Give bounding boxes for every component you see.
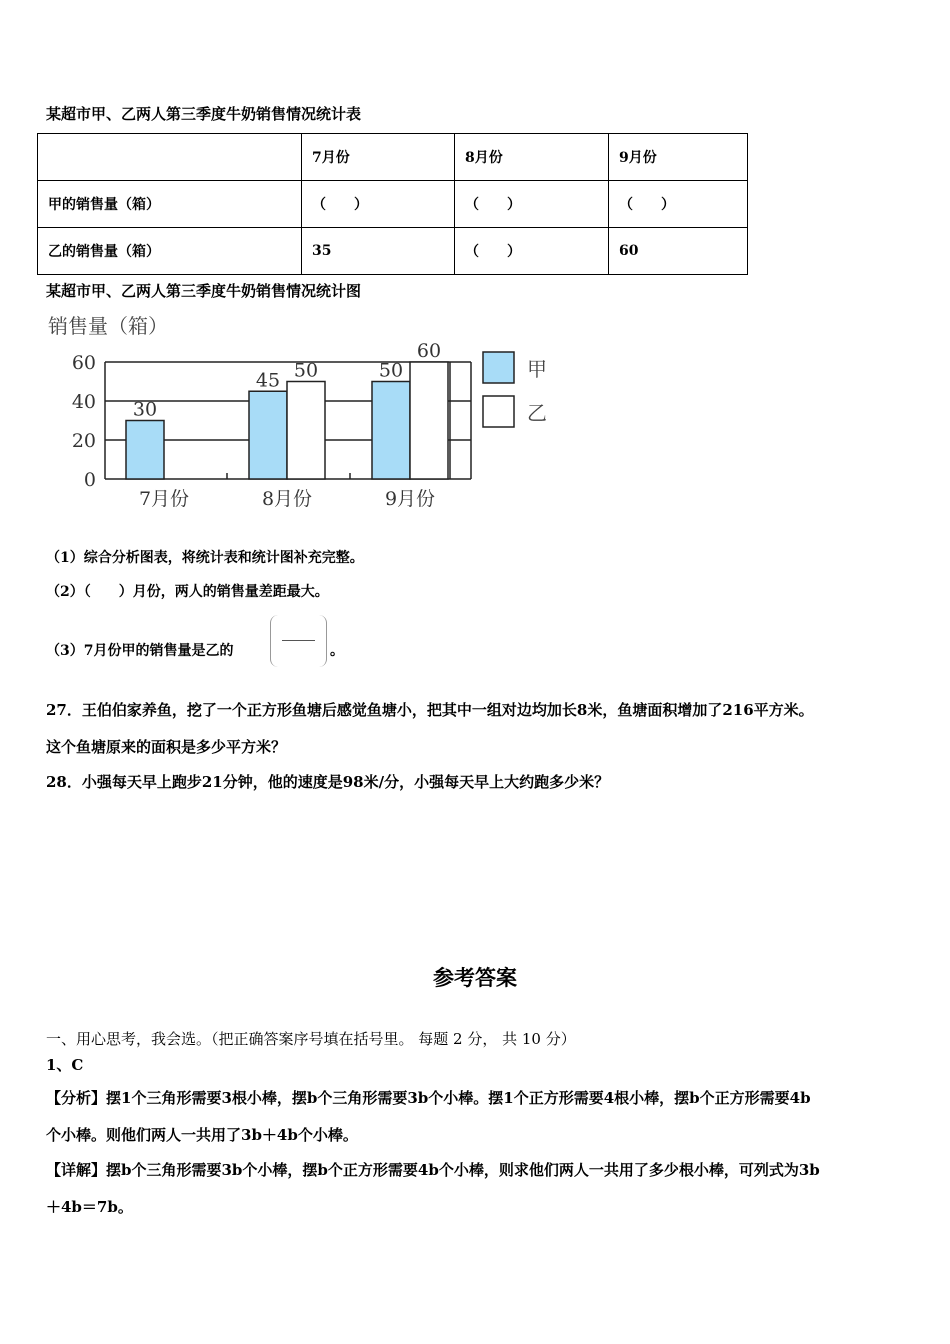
row-label: 甲的销售量（箱） (38, 181, 302, 228)
y-tick-label: 0 (83, 469, 96, 491)
table-title: 某超市甲、乙两人第三季度牛奶销售情况统计表 (46, 105, 362, 123)
bar (410, 362, 448, 479)
bar-chart (40, 307, 600, 512)
sales-table (37, 133, 748, 275)
y-tick-label: 20 (71, 430, 96, 452)
legend-label: 甲 (527, 357, 547, 381)
table-cell: （ ） (302, 181, 455, 228)
bar (249, 391, 287, 479)
table-cell: （ ） (609, 181, 748, 228)
bar (287, 382, 325, 480)
table-cell: （ ） (455, 228, 609, 275)
chart-title: 某超市甲、乙两人第三季度牛奶销售情况统计图 (46, 282, 362, 300)
data-label: 50 (293, 359, 319, 382)
y-tick-label: 40 (71, 391, 96, 413)
question-28: 28．小强每天早上跑步21分钟，他的速度是98米/分，小强每天早上大约跑多少米？ (46, 773, 610, 791)
table-header-cell (38, 134, 302, 181)
legend-swatch (483, 396, 514, 427)
data-label: 45 (255, 369, 281, 392)
question-3: （3）7月份甲的销售量是乙的 (46, 643, 234, 659)
y-tick-label: 60 (71, 352, 96, 374)
question-2: （2）（ ）月份，两人的销售量差距最大。 (46, 584, 329, 600)
table-row (38, 181, 748, 228)
table-row (38, 228, 748, 275)
fraction-blank (270, 615, 327, 667)
answer-item: 1、C (46, 1056, 84, 1074)
row-label: 乙的销售量（箱） (38, 228, 302, 275)
analysis-text: 【分析】摆1个三角形需要3根小棒，摆b个三角形需要3b个小棒。摆1个正方形需要4根小棒，摆b个正方形需要4b (46, 1089, 811, 1107)
bar (372, 382, 410, 480)
answers-section: 一、用心思考，我会选。（把正确答案序号填在括号里。 每题 2 分， 共 10 分） (46, 1030, 576, 1048)
data-label: 60 (416, 340, 442, 362)
table-header-cell: 9月份 (609, 134, 748, 181)
detail-text-cont: ＋4b＝7b。 (46, 1198, 133, 1216)
table-header-cell: 8月份 (455, 134, 609, 181)
answers-heading: 参考答案 (433, 965, 517, 990)
data-label: 30 (132, 398, 158, 421)
legend-swatch (483, 352, 514, 383)
data-label: 50 (378, 359, 404, 382)
fraction-bar (282, 640, 315, 641)
x-tick-label: 9月份 (384, 488, 436, 510)
question-1: （1）综合分析图表，将统计表和统计图补充完整。 (46, 550, 364, 566)
x-tick-label: 7月份 (138, 488, 190, 510)
question-3-end: 。 (330, 643, 344, 659)
table-header-row (38, 134, 748, 181)
table-cell: 60 (609, 228, 748, 275)
legend-label: 乙 (527, 401, 547, 425)
table-header-cell: 7月份 (302, 134, 455, 181)
detail-text: 【详解】摆b个三角形需要3b个小棒，摆b个正方形需要4b个小棒，则求他们两人一共用了多少根小棒，可列式为3b (46, 1161, 820, 1179)
bar (126, 421, 164, 480)
question-27-cont: 这个鱼塘原来的面积是多少平方米？ (46, 738, 287, 756)
table-cell: 35 (302, 228, 455, 275)
y-axis-label: 销售量（箱） (48, 314, 168, 338)
question-27: 27．王伯伯家养鱼，挖了一个正方形鱼塘后感觉鱼塘小，把其中一组对边均加长8米，鱼塘面积增加了216平方米。 (46, 701, 814, 719)
analysis-text-cont: 个小棒。则他们两人一共用了3b＋4b个小棒。 (46, 1126, 358, 1144)
x-tick-label: 8月份 (261, 488, 313, 510)
table-cell: （ ） (455, 181, 609, 228)
